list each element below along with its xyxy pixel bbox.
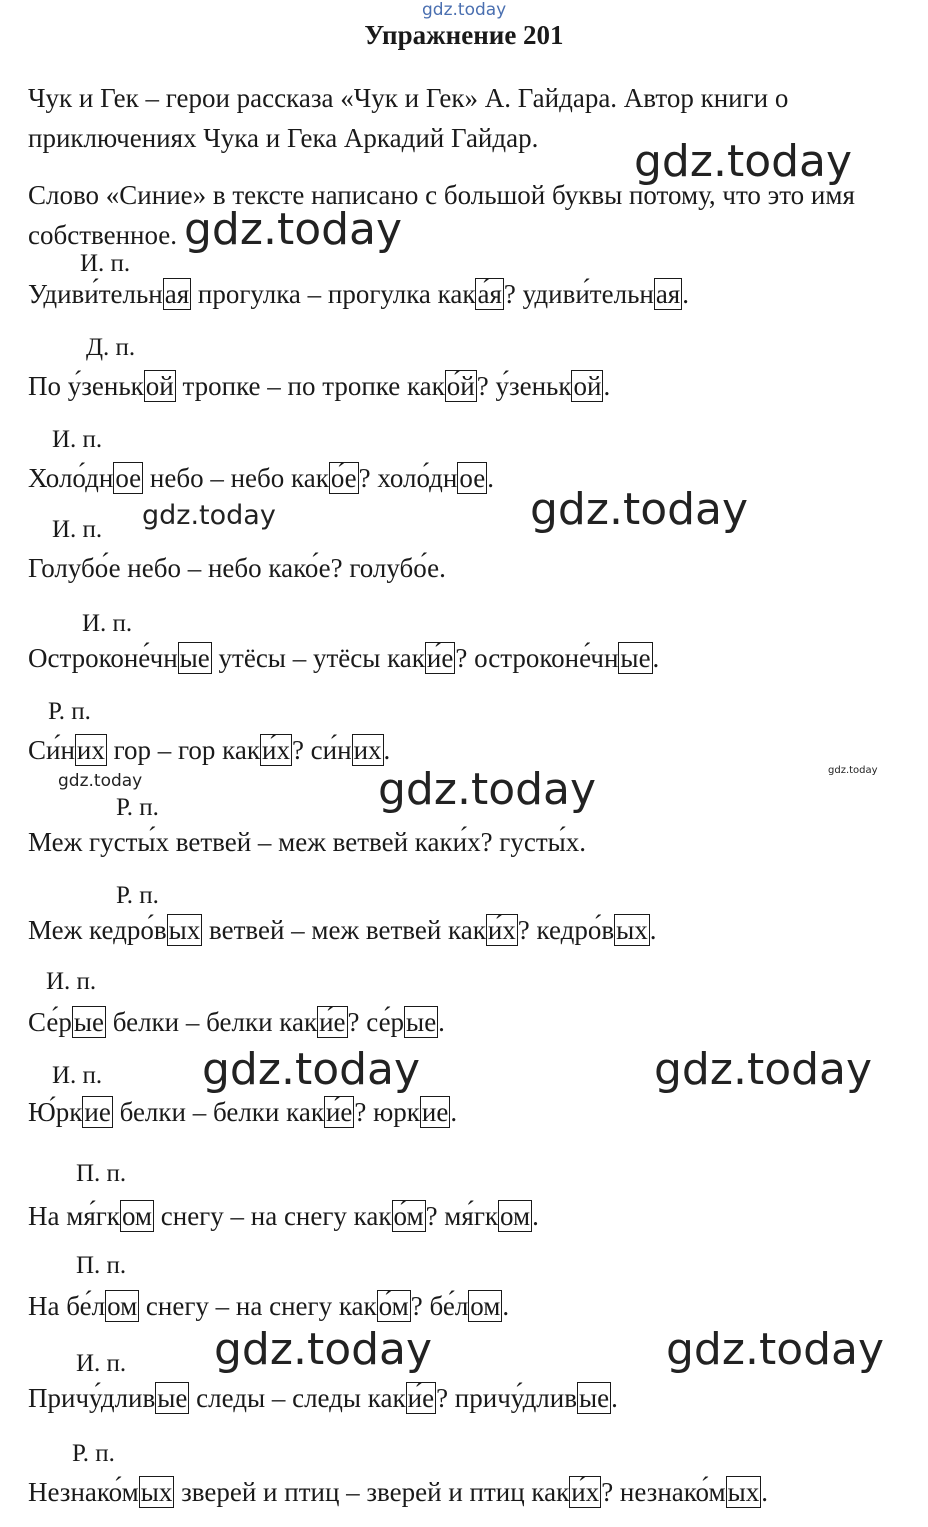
ending-box: ые (73, 1007, 104, 1037)
ending-box: их (76, 735, 105, 765)
intro-paragraph: Чук и Гек – герои рассказа «Чук и Гек» А. Гайдара. Автор книги о приключениях Чука и Гека Аркадий Гайдар. (28, 83, 789, 153)
ending-box: и́х (571, 1477, 600, 1507)
text-segment: Удиви́тельн (28, 279, 163, 309)
text-segment: ? остроконе́чн (455, 643, 619, 673)
text-segment: . (383, 735, 391, 765)
ending-box: ых (616, 915, 648, 945)
text-segment: ? причу́длив (436, 1383, 577, 1413)
text-segment: ? си́н (291, 735, 352, 765)
ending-box: и́х (262, 735, 290, 765)
example-line (28, 1200, 539, 1232)
case-label: И. п. (46, 968, 97, 995)
ending-box: ой (145, 371, 174, 401)
case-label: Р. п. (72, 1440, 115, 1467)
case-label: И. п. (82, 610, 133, 637)
case-label: И. п. (52, 426, 103, 453)
text-segment: . (682, 279, 689, 309)
ending-box: ом (121, 1201, 153, 1231)
text-segment: снегу – на снегу как (139, 1291, 377, 1321)
text-segment: . (649, 915, 657, 945)
text-segment: . (532, 1201, 539, 1231)
text-segment: утёсы – утёсы как (211, 643, 425, 673)
text-segment: ? юрк (354, 1097, 420, 1127)
watermark: gdz.today (202, 1044, 421, 1095)
example-line (28, 1382, 618, 1414)
case-label: И. п. (76, 1350, 127, 1377)
text-segment: ветвей – меж ветвей как (202, 915, 486, 945)
ending-box: ые (578, 1383, 610, 1413)
example-line (28, 1096, 457, 1128)
text-segment: ? удиви́тельн (503, 279, 654, 309)
example-line (28, 642, 659, 674)
ending-box: о́е (330, 463, 357, 493)
case-label: И. п. (52, 516, 103, 543)
watermark: gdz.today (58, 771, 143, 791)
text-segment: . (487, 463, 494, 493)
ending-box: ые (406, 1007, 437, 1037)
text-segment: ? у́зеньк (476, 371, 572, 401)
watermark: gdz.today (378, 764, 597, 815)
case-label: П. п. (76, 1160, 127, 1187)
watermark: gdz.today (666, 1324, 885, 1375)
watermark: gdz.today (214, 1324, 433, 1375)
text-segment: По у́зеньк (28, 371, 144, 401)
text-segment: . (761, 1477, 768, 1507)
text-segment: следы – следы как (189, 1383, 406, 1413)
ending-box: а́я (477, 279, 502, 309)
text-segment: Меж густы́х ветвей – меж ветвей каки́х? густы́х. (28, 827, 587, 857)
ending-box: ых (140, 1477, 173, 1507)
ending-box: их (353, 735, 382, 765)
ending-box: ом (470, 1291, 501, 1321)
text-segment: ? бе́л (410, 1291, 469, 1321)
text-segment: . (438, 1007, 445, 1037)
ending-box: ое (459, 463, 486, 493)
ending-box: и́е (319, 1007, 346, 1037)
text-segment: ? кедро́в (517, 915, 615, 945)
watermark-top: gdz.today (422, 0, 507, 20)
text-segment: прогулка – прогулка как (191, 279, 476, 309)
ending-box: ых (168, 915, 201, 945)
example-line (28, 1290, 509, 1322)
example-line (28, 914, 656, 946)
ending-box: и́е (426, 643, 454, 673)
text-segment: ? се́р (347, 1007, 405, 1037)
text-segment: Холо́дн (28, 463, 114, 493)
intro-paragraph: Слово «Синие» в тексте написано с большой буквы потому, что это имя собственное. (28, 180, 855, 250)
ending-box: и́е (325, 1097, 353, 1127)
text-segment: . (611, 1383, 618, 1413)
example-line (28, 462, 494, 494)
case-label: И. п. (80, 250, 131, 277)
watermark: gdz.today (184, 204, 403, 255)
example-line (28, 734, 390, 766)
case-label: И. п. (52, 1062, 103, 1089)
text-segment: Ю́рк (28, 1097, 83, 1127)
text-segment: . (450, 1097, 458, 1127)
ending-box: о́й (446, 371, 475, 401)
example-line (28, 370, 610, 402)
text-segment: Голубо́е небо – небо како́е? голубо́е. (28, 553, 446, 583)
example-line (28, 552, 446, 584)
text-segment: Причу́длив (28, 1383, 156, 1413)
watermark: gdz.today (634, 136, 853, 187)
ending-box: ых (727, 1477, 760, 1507)
case-label: П. п. (76, 1252, 127, 1279)
case-label: Р. п. (48, 698, 91, 725)
text-segment: . (603, 371, 611, 401)
watermark: gdz.today (142, 500, 276, 531)
text-segment: Си́н (28, 735, 75, 765)
ending-box: ое (115, 463, 142, 493)
text-segment: белки – белки как (112, 1097, 324, 1127)
watermark: gdz.today (828, 765, 878, 776)
example-line (28, 1006, 445, 1038)
text-segment: небо – небо как (143, 463, 329, 493)
text-segment: ? холо́дн (358, 463, 458, 493)
text-segment: Се́р (28, 1007, 72, 1037)
ending-box: ие (84, 1097, 111, 1127)
text-segment: Остроконе́чн (28, 643, 178, 673)
text-segment: ? мя́гк (425, 1201, 499, 1231)
ending-box: ие (421, 1097, 449, 1127)
text-segment: зверей и птиц – зверей и птиц как (174, 1477, 570, 1507)
ending-box: и́е (407, 1383, 435, 1413)
watermark: gdz.today (654, 1044, 873, 1095)
text-segment: На мя́гк (28, 1201, 120, 1231)
text-segment: белки – белки как (105, 1007, 318, 1037)
ending-box: ые (620, 643, 651, 673)
ending-box: о́м (393, 1201, 424, 1231)
text-segment: . (502, 1291, 510, 1321)
ending-box: ые (179, 643, 210, 673)
case-label: Р. п. (116, 882, 159, 909)
text-segment: снегу – на снегу как (154, 1201, 392, 1231)
example-line (28, 826, 586, 858)
text-segment: . (652, 643, 660, 673)
text-segment: ? незнако́м (601, 1477, 726, 1507)
ending-box: ом (500, 1201, 531, 1231)
case-label: Д. п. (86, 334, 136, 361)
example-line (28, 278, 689, 310)
ending-box: ые (157, 1383, 188, 1413)
ending-box: ом (107, 1291, 138, 1321)
ending-box: ой (573, 371, 602, 401)
text-segment: На бе́л (28, 1291, 106, 1321)
ending-box: и́х (487, 915, 516, 945)
example-line (28, 1476, 768, 1508)
text-segment: Меж кедро́в (28, 915, 167, 945)
page-title: Упражнение 201 (364, 20, 564, 50)
text-segment: Незнако́м (28, 1477, 139, 1507)
ending-box: ая (164, 279, 190, 309)
text-segment: тропке – по тропке как (175, 371, 445, 401)
ending-box: о́м (378, 1291, 409, 1321)
case-label: Р. п. (116, 794, 159, 821)
watermark: gdz.today (530, 484, 749, 535)
text-segment: гор – гор как (106, 735, 260, 765)
ending-box: ая (655, 279, 681, 309)
